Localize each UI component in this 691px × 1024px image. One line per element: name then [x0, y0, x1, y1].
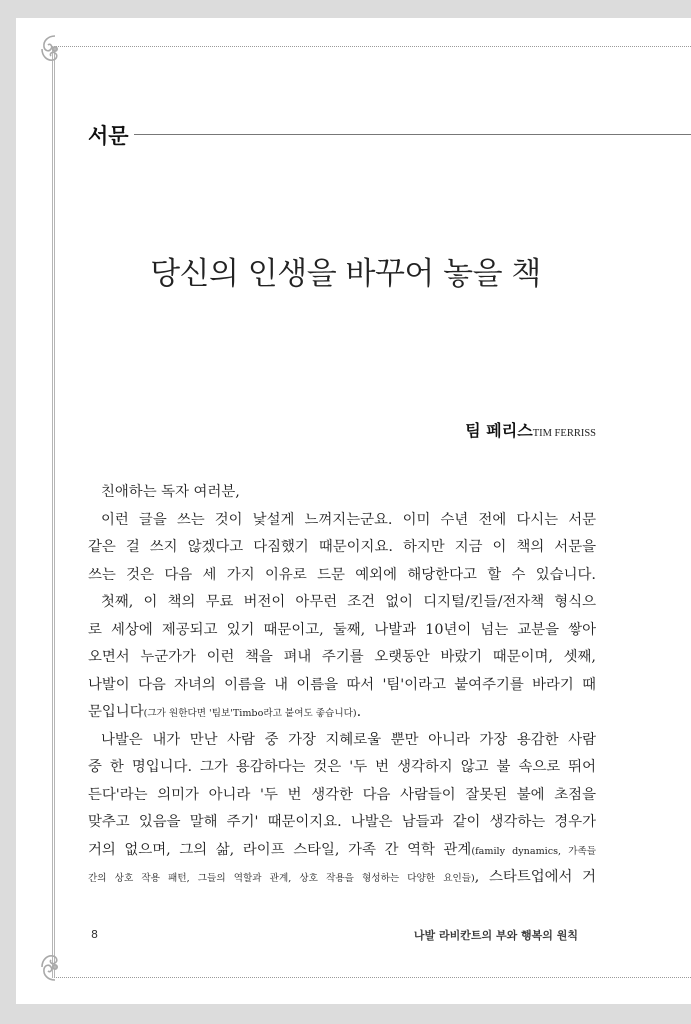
- body-line: [88, 809, 596, 837]
- author-name-korean: 팀 페리스: [465, 421, 533, 440]
- body-line: [88, 754, 596, 782]
- body-text-segment: 든다'라는 의미가 아니라 '두 번 생각한 다음 사람들이 잘못된 불에 초점을: [88, 786, 596, 803]
- body-line: [88, 727, 596, 755]
- body-text-segment: 거의 없으며, 그의 삶, 라이프 스타일, 가족 간 역학 관계: [88, 841, 472, 858]
- inline-note: (family dynamics, 가족들: [471, 845, 596, 857]
- body-text-segment: 맞추고 있음을 말해 주기' 때문이지요. 나발은 남들과 같이 생각하는 경우가: [88, 814, 596, 830]
- body-text-segment: .: [356, 704, 362, 720]
- section-rule: [134, 134, 691, 135]
- body-text-segment: 첫째, 이 책의 무료 버전이 아무런 조건 없이 디지털/킨들/전자책 형식으: [101, 594, 596, 610]
- body-text-segment: 쓰는 것은 다음 세 가지 이유로 드문 예외에 해당한다고 할 수 있습니다.: [88, 566, 596, 583]
- page-number: 8: [91, 928, 98, 941]
- body-line: [88, 699, 596, 727]
- flourish-ornament-icon: [38, 950, 72, 984]
- body-text-segment: 오면서 누군가가 이런 책을 펴내 주기를 오랫동안 바랐기 때문이며, 셋째,: [88, 649, 596, 665]
- section-title: 서문: [88, 124, 129, 148]
- body-line: [88, 617, 596, 645]
- body-line: [88, 507, 596, 535]
- running-footer-title: 나발 라비칸트의 부와 행복의 원칙: [413, 929, 578, 942]
- body-text-segment: 이런 글을 쓰는 것이 낯설게 느껴지는군요. 이미 수년 전에 다시는 서문: [101, 511, 596, 528]
- body-line: [88, 479, 596, 507]
- body-line: [88, 644, 596, 672]
- body-text-segment: 문입니다: [88, 704, 144, 720]
- body-line: [88, 837, 596, 865]
- body-line: [88, 782, 596, 810]
- body-text-segment: 나발은 내가 만난 사람 중 가장 지혜로울 뿐만 아니라 가장 용감한 사람: [101, 731, 596, 748]
- chapter-title: 당신의 인생을 바꾸어 놓을 책: [150, 256, 541, 292]
- body-text-segment: , 스타트업에서 거: [474, 869, 596, 885]
- body-line: [88, 672, 596, 700]
- body-line: [88, 864, 596, 892]
- body-text-segment: 중 한 명입니다. 그가 용감하다는 것은 '두 번 생각하지 않고 불 속으로 뛰어: [88, 759, 596, 775]
- body-line: [88, 589, 596, 617]
- body-text-segment: 나발이 다음 자녀의 이름을 내 이름을 따서 '팀'이라고 붙여주기를 바라기 때: [88, 676, 596, 693]
- body-line: [88, 562, 596, 590]
- inline-note: 간의 상호 작용 패턴, 그들의 역할과 관계, 상호 작용을 형성하는 다양한 요인들): [88, 873, 475, 884]
- section-heading: [88, 120, 691, 150]
- inline-note: (그가 원한다면 '팀보'Timbo라고 붙여도 좋습니다): [143, 708, 357, 719]
- flourish-ornament-icon: [38, 32, 72, 66]
- author-line: [465, 418, 596, 441]
- body-text: [88, 479, 596, 892]
- body-text-segment: 친애하는 독자 여러분,: [101, 484, 240, 500]
- body-text-segment: 같은 걸 쓰지 않겠다고 다짐했기 때문이지요. 하지만 지금 이 책의 서문을: [88, 539, 596, 555]
- author-name-english: TIM FERRISS: [532, 428, 596, 439]
- body-text-segment: 로 세상에 제공되고 있기 때문이고, 둘째, 나발과 10년이 넘는 교분을 쌓아: [88, 621, 596, 638]
- body-line: [88, 534, 596, 562]
